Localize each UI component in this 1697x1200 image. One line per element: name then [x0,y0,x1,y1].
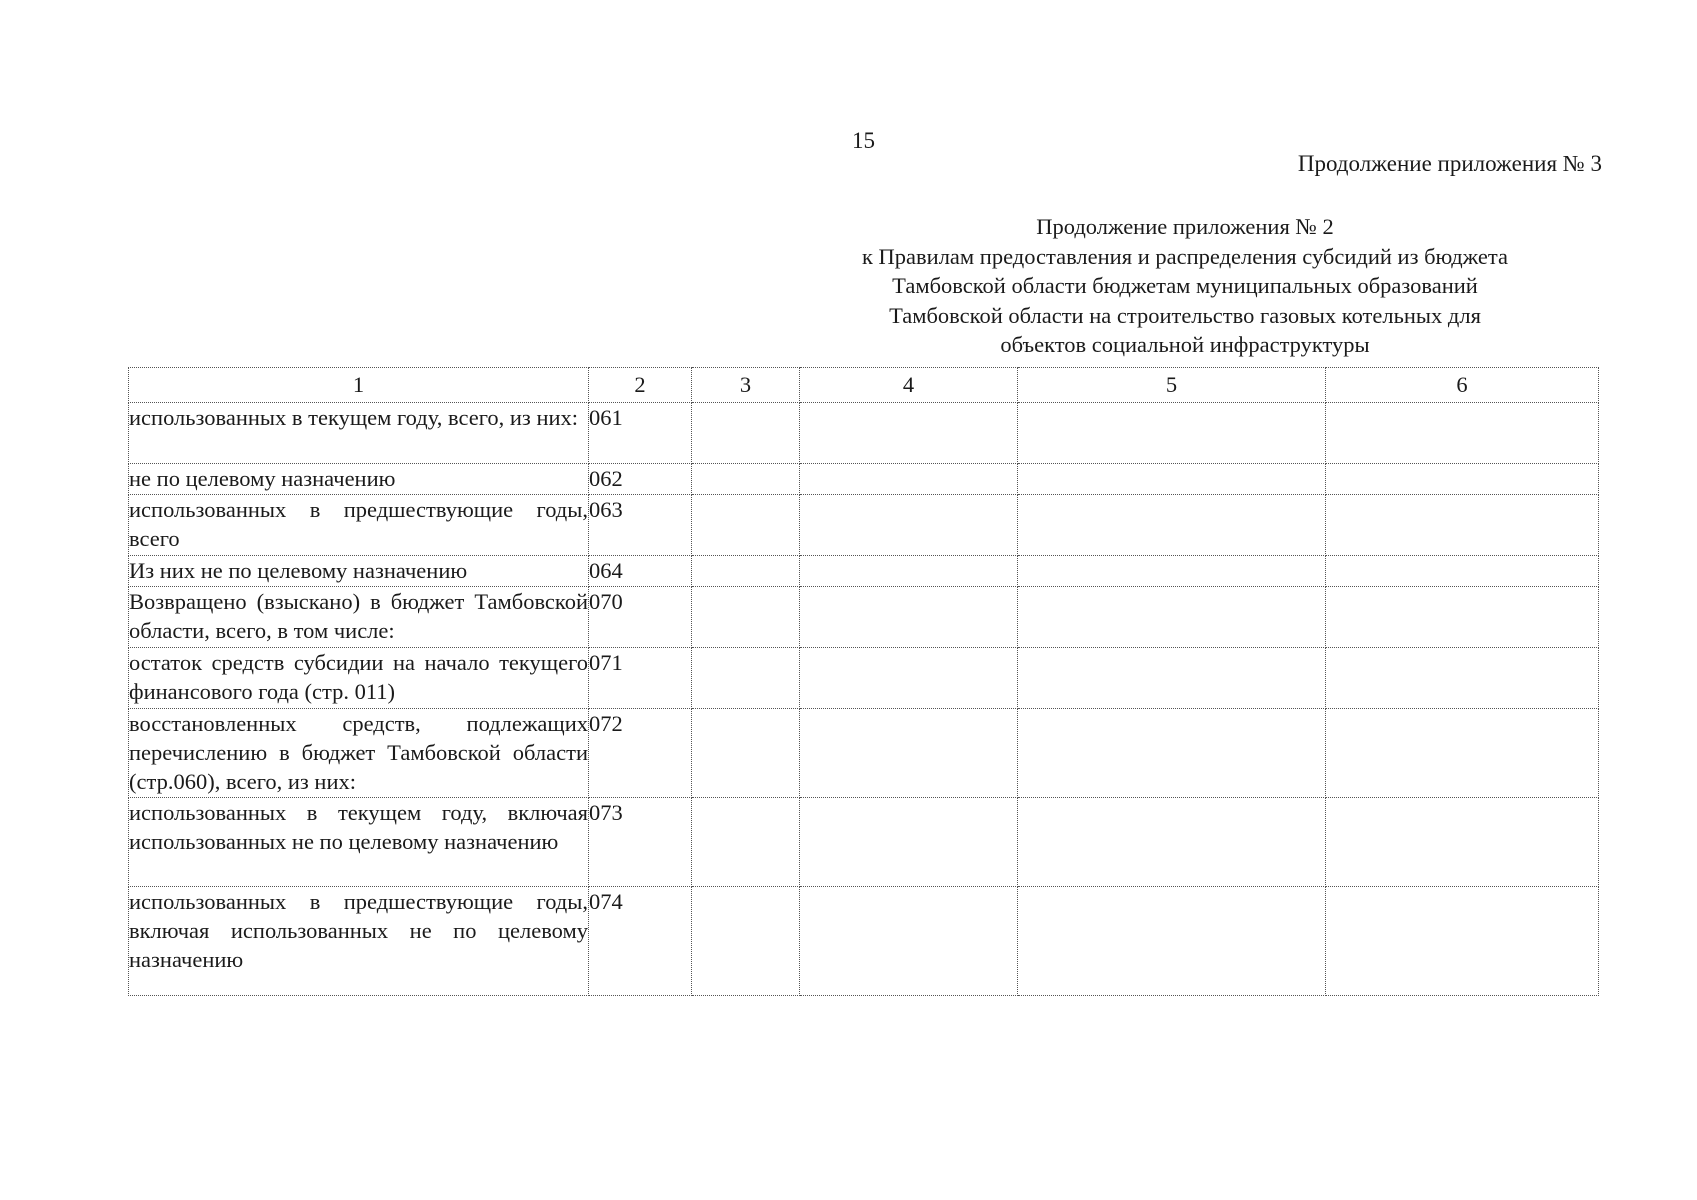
table-row [129,495,1599,556]
value-cell [1018,556,1326,587]
table-row [129,648,1599,709]
row-name-cell: использованных в текущем году, включая использованных не по целевому назначению [129,798,589,887]
row-code-cell: 064 [589,556,692,587]
value-cell [1018,798,1326,887]
table-row [129,887,1599,996]
value-cell [1018,403,1326,464]
column-header-6: 6 [1326,368,1599,403]
table-row [129,587,1599,648]
row-name-cell: остаток средств субсидии на начало текущего финансового года (стр. 011) [129,648,589,709]
row-code-cell: 063 [589,495,692,556]
value-cell [800,709,1018,798]
column-header-2: 2 [589,368,692,403]
value-cell [692,495,800,556]
row-code-cell: 071 [589,648,692,709]
row-name-cell: восстановленных средств, подлежащих перечислению в бюджет Тамбовской области (стр.060), всего, из них: [129,709,589,798]
table-row [129,709,1599,798]
value-cell [692,798,800,887]
value-cell [800,587,1018,648]
row-name-cell: Из них не по целевому назначению [129,556,589,587]
value-cell [692,887,800,996]
row-code-cell: 061 [589,403,692,464]
value-cell [1326,556,1599,587]
row-code-cell: 072 [589,709,692,798]
value-cell [1018,709,1326,798]
value-cell [800,464,1018,495]
header-line: Продолжение приложения № 2 [1036,214,1334,239]
value-cell [1018,464,1326,495]
column-header-5: 5 [1018,368,1326,403]
report-table [128,367,1599,996]
value-cell [1326,495,1599,556]
value-cell [692,587,800,648]
row-name-cell: использованных в предшествующие годы, всего [129,495,589,556]
table-row [129,464,1599,495]
value-cell [1326,887,1599,996]
row-code-cell: 073 [589,798,692,887]
value-cell [800,648,1018,709]
table-row [129,403,1599,464]
row-code-cell: 070 [589,587,692,648]
header-line: Тамбовской области бюджетам муниципальных образований [892,273,1478,298]
value-cell [800,495,1018,556]
column-header-4: 4 [800,368,1018,403]
value-cell [1326,403,1599,464]
value-cell [1326,709,1599,798]
value-cell [1018,648,1326,709]
value-cell [1018,887,1326,996]
value-cell [1326,464,1599,495]
table-row [129,556,1599,587]
header-line: объектов социальной инфраструктуры [1000,332,1370,357]
column-header-3: 3 [692,368,800,403]
row-code-cell: 062 [589,464,692,495]
value-cell [1018,495,1326,556]
value-cell [800,403,1018,464]
row-name-cell: использованных в текущем году, всего, из них: [129,403,589,464]
row-code-cell: 074 [589,887,692,996]
row-name-cell: Возвращено (взыскано) в бюджет Тамбовской области, всего, в том числе: [129,587,589,648]
table-row [129,798,1599,887]
value-cell [692,648,800,709]
appendix-2-header [830,212,1540,360]
value-cell [1326,648,1599,709]
value-cell [1326,587,1599,648]
appendix-3-continuation-label: Продолжение приложения № 3 [1297,151,1602,176]
value-cell [692,403,800,464]
value-cell [692,556,800,587]
row-name-cell: использованных в предшествующие годы, включая использованных не по целевому назначению [129,887,589,996]
value-cell [1326,798,1599,887]
value-cell [1018,587,1326,648]
value-cell [800,887,1018,996]
column-header-1: 1 [129,368,589,403]
header-line: Тамбовской области на строительство газовых котельных для [889,302,1481,328]
row-name-cell: не по целевому назначению [129,464,589,495]
value-cell [800,556,1018,587]
header-line: к Правилам предоставления и распределения субсидий из бюджета [862,243,1508,269]
page-number: 15 [852,128,875,153]
value-cell [692,464,800,495]
table-header-row [129,368,1599,403]
value-cell [692,709,800,798]
value-cell [800,798,1018,887]
